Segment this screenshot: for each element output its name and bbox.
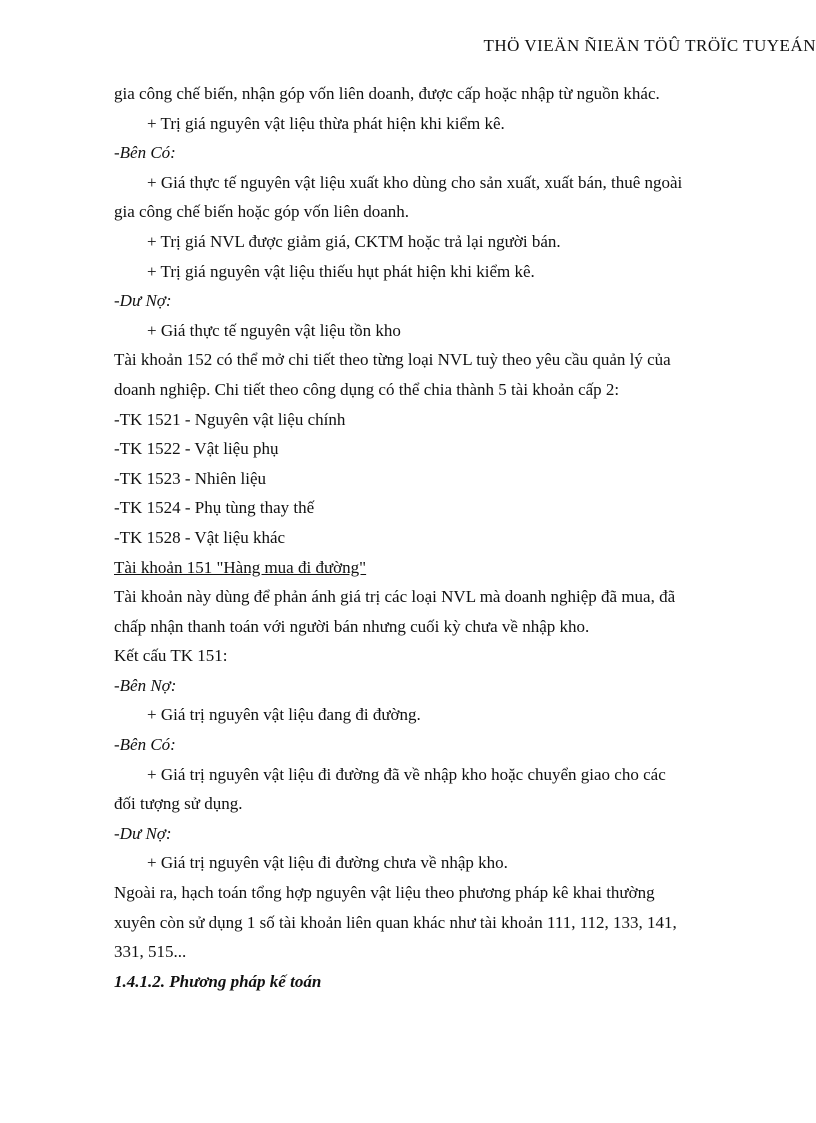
section-heading: 1.4.1.2. Phương pháp kế toán (114, 971, 322, 991)
text-line: đối tượng sử dụng. (114, 794, 243, 814)
text-line: Kết cấu TK 151: (114, 646, 228, 666)
page-header: THÖ VIEÄN ÑIEÄN TÖÛ TRÖÏC TUYEÁN (483, 36, 816, 55)
text-line: 331, 515... (114, 942, 187, 962)
bullet-line: + Giá thực tế nguyên vật liệu xuất kho dùng cho sản xuất, xuất bán, thuê ngoài (147, 172, 683, 192)
subheading-du-no: -Dư Nợ: (114, 291, 172, 311)
bullet-line: + Giá trị nguyên vật liệu đi đường đã về nhập kho hoặc chuyển giao cho các (147, 764, 666, 784)
text-line: xuyên còn sử dụng 1 số tài khoản liên quan khác như tài khoản 111, 112, 133, 141, (114, 912, 677, 932)
subheading-ben-co: -Bên Có: (114, 143, 176, 163)
subheading-du-no: -Dư Nợ: (114, 823, 172, 843)
subheading-ben-no: -Bên Nợ: (114, 675, 177, 695)
account-list-item: -TK 1522 - Vật liệu phụ (114, 439, 279, 459)
account-list-item: -TK 1524 - Phụ tùng thay thế (114, 498, 315, 518)
text-line: gia công chế biến hoặc góp vốn liên doanh. (114, 202, 410, 222)
bullet-line: + Trị giá nguyên vật liệu thiếu hụt phát hiện khi kiểm kê. (147, 261, 535, 281)
account-list-item: -TK 1521 - Nguyên vật liệu chính (114, 409, 346, 429)
text-line: gia công chế biến, nhận góp vốn liên doanh, được cấp hoặc nhập từ nguồn khác. (114, 84, 660, 103)
bullet-line: + Giá thực tế nguyên vật liệu tồn kho (147, 320, 401, 340)
bullet-line: + Trị giá nguyên vật liệu thừa phát hiện khi kiểm kê. (147, 113, 505, 133)
text-line: doanh nghiệp. Chi tiết theo công dụng có thể chia thành 5 tài khoản cấp 2: (114, 379, 620, 399)
text-line: Tài khoản này dùng để phản ánh giá trị các loại NVL mà doanh nghiệp đã mua, đã (114, 587, 676, 607)
document-body (114, 79, 754, 996)
account-151-heading: Tài khoản 151 "Hàng mua đi đường" (114, 557, 367, 577)
bullet-line: + Trị giá NVL được giảm giá, CKTM hoặc trả lại người bán. (147, 231, 561, 251)
text-line: Tài khoản 152 có thể mở chi tiết theo từng loại NVL tuỳ theo yêu cầu quản lý của (114, 350, 671, 370)
account-list-item: -TK 1523 - Nhiên liệu (114, 468, 267, 488)
text-line: Ngoài ra, hạch toán tổng hợp nguyên vật liệu theo phương pháp kê khai thường (114, 883, 655, 903)
bullet-line: + Giá trị nguyên vật liệu đi đường chưa về nhập kho. (147, 853, 508, 873)
subheading-ben-co: -Bên Có: (114, 735, 176, 755)
text-line: chấp nhận thanh toán với người bán nhưng cuối kỳ chưa về nhập kho. (114, 616, 590, 636)
bullet-line: + Giá trị nguyên vật liệu đang đi đường. (147, 705, 421, 725)
account-list-item: -TK 1528 - Vật liệu khác (114, 527, 286, 547)
